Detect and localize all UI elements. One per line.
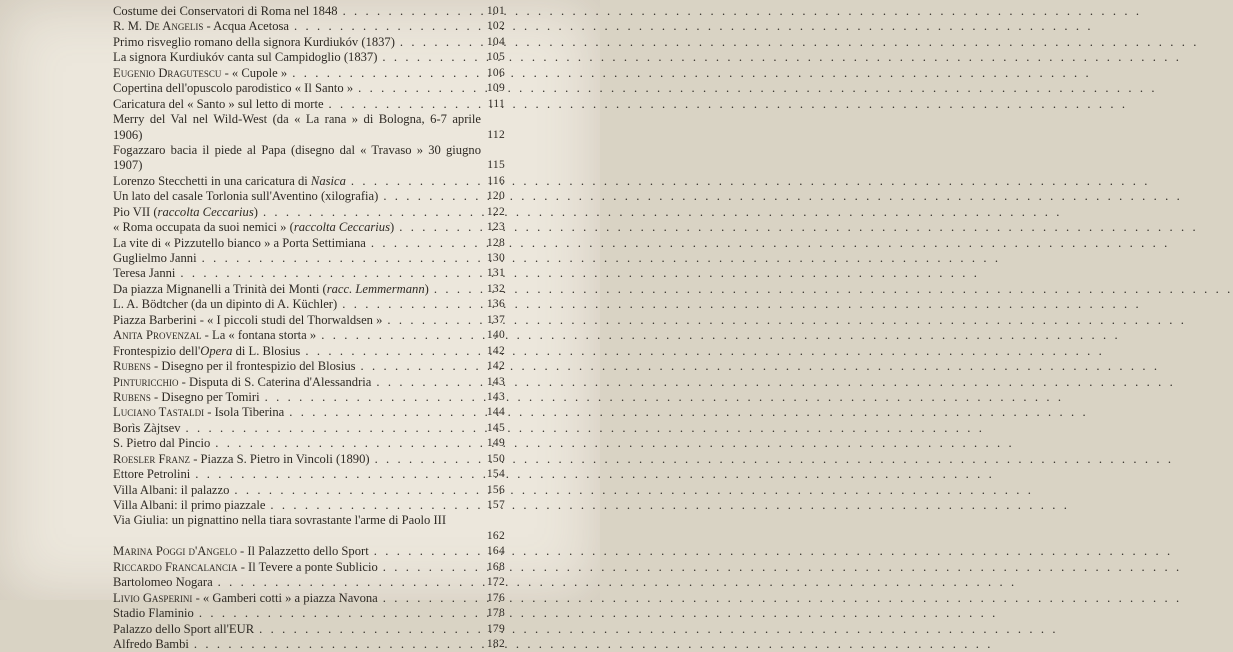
entry-caption <box>113 483 468 498</box>
index-entry <box>113 189 553 204</box>
caption-part: Un lato del casale Torlonia sull'Aventino (xilografia) <box>113 189 379 204</box>
caption-part: Marina Poggi d'Angelo <box>113 544 237 559</box>
caption-part: Villa Albani: il palazzo <box>113 482 230 497</box>
index-entry <box>113 313 553 328</box>
entry-caption <box>113 390 468 405</box>
caption-part: Nasica <box>310 173 346 188</box>
caption-part: Lorenzo Stecchetti in una caricatura di <box>113 173 311 188</box>
page-number: 144 <box>486 406 505 419</box>
entry-caption <box>113 498 468 513</box>
caption-part: Fogazzaro bacia il piede al Papa (disegno dal « Travaso » 30 giugno 1907) <box>113 142 481 173</box>
entry-caption <box>113 50 468 65</box>
page-number: 143 <box>486 390 505 403</box>
entry-caption <box>113 344 468 359</box>
entry-caption <box>113 622 468 637</box>
entry-caption <box>113 405 468 420</box>
page-number: 130 <box>486 252 505 265</box>
caption-part: Eugenio Dragutescu <box>113 65 222 80</box>
page-number: 154 <box>486 468 505 481</box>
page-number: 115 <box>487 159 505 172</box>
caption-part: Villa Albani: il primo piazzale <box>113 498 266 513</box>
caption-part: - Acqua Acetosa <box>203 19 290 34</box>
entry-caption <box>113 19 468 34</box>
index-entry <box>113 637 553 652</box>
caption-part: - La « fontana storta » <box>201 328 317 343</box>
caption-part: - « Cupole » <box>221 65 288 80</box>
page-number: 172 <box>486 576 505 589</box>
index-entry <box>113 251 553 266</box>
caption-part: Piazza Barberini - « I piccoli studi del Thorwaldsen » <box>113 312 383 327</box>
caption-part: Borìs Zàjtsev <box>113 420 181 435</box>
caption-part: - Il Tevere a ponte Sublicio <box>237 559 378 574</box>
caption-part: Alfredo Bambi <box>113 636 189 651</box>
entry-caption <box>113 189 468 204</box>
caption-part: Opera <box>200 343 233 358</box>
caption-part: ) <box>253 204 258 219</box>
index-entry <box>113 220 553 235</box>
entry-caption <box>113 637 468 652</box>
entry-caption <box>113 328 468 343</box>
page-number: 116 <box>487 174 505 187</box>
caption-part: La vite di « Pizzutello bianco » a Porta Settimiana <box>113 235 366 250</box>
entry-caption <box>113 4 468 19</box>
index-entry <box>113 174 553 189</box>
page-number: 150 <box>486 452 505 465</box>
caption-part: Via Giulia: un pignattino nella tiara sovrastante l'arme di Paolo III <box>113 513 447 528</box>
caption-part: Caricatura del « Santo » sul letto di morte <box>113 96 324 111</box>
page-number: 112 <box>487 128 505 141</box>
caption-part: - Disegno per il frontespizio del Blosius <box>150 359 356 374</box>
caption-part: Primo risveglio romano della signora Kurdiukóv (1837) <box>113 34 395 49</box>
entry-caption <box>113 436 468 451</box>
page-number: 102 <box>486 20 505 33</box>
page-number: 104 <box>486 35 505 48</box>
caption-part: Da piazza Mignanelli a Trinità dei Monti ( <box>113 281 327 296</box>
caption-part: Frontespizio dell' <box>113 343 201 358</box>
page-number: 106 <box>486 66 505 79</box>
page-number: 128 <box>486 236 505 249</box>
entry-caption <box>113 143 481 174</box>
entry-caption <box>113 205 468 220</box>
entry-caption <box>113 560 468 575</box>
page-number: 123 <box>486 221 505 234</box>
page-number: 178 <box>486 607 505 620</box>
page-number: 140 <box>486 329 505 342</box>
index-entry <box>113 282 553 297</box>
index-entry <box>113 205 553 220</box>
caption-part: Livio Gasperini <box>113 590 193 605</box>
entry-caption <box>113 544 468 559</box>
index-entry <box>113 421 553 436</box>
caption-part: ) <box>424 281 429 296</box>
index-entry <box>113 4 553 19</box>
page-number: 164 <box>486 545 505 558</box>
caption-part: La signora Kurdiukóv canta sul Campidoglio (1837) <box>113 50 378 65</box>
illustrations-index <box>113 4 553 652</box>
index-entry <box>113 344 553 359</box>
caption-part: Merry del Val nel Wild-West (da « La rana » di Bologna, 6-7 aprile 1906) <box>113 112 481 142</box>
caption-part: « Roma occupata da suoi nemici » ( <box>113 220 294 235</box>
page-number: 120 <box>486 190 505 203</box>
entry-caption <box>113 81 468 96</box>
page-number: 143 <box>486 375 505 388</box>
caption-part: di L. Blosius <box>232 343 301 358</box>
entry-caption <box>113 421 468 436</box>
index-entry <box>113 591 553 606</box>
entry-caption <box>113 35 468 50</box>
caption-part: Pinturicchio <box>113 374 179 389</box>
caption-part: R. M. De Angelis <box>113 19 204 34</box>
page-number: 111 <box>487 97 505 110</box>
index-entry <box>113 359 553 374</box>
index-entry <box>113 35 553 50</box>
page-number: 122 <box>486 205 505 218</box>
page-number: 168 <box>486 560 505 573</box>
caption-part: Guglielmo Janni <box>113 251 197 266</box>
caption-part: - « Gamberi cotti » a piazza Navona <box>192 590 378 605</box>
page-number: 179 <box>486 622 505 635</box>
page-number: 142 <box>486 344 505 357</box>
caption-part: Riccardo Francalancia <box>113 559 238 574</box>
entry-caption <box>113 97 468 112</box>
index-entry <box>113 19 553 34</box>
page-number: 156 <box>486 483 505 496</box>
caption-part: S. Pietro dal Pincio <box>113 436 211 451</box>
page-number: 131 <box>486 267 505 280</box>
index-entry <box>113 544 553 559</box>
entry-caption <box>113 606 468 621</box>
page-number: 157 <box>486 499 505 512</box>
page-number: 109 <box>486 82 505 95</box>
entry-caption <box>113 236 468 251</box>
caption-part: Rubens <box>113 389 151 404</box>
caption-part: Anita Provenzal <box>113 328 202 343</box>
caption-part: Ettore Petrolini <box>113 467 191 482</box>
index-entry <box>113 328 553 343</box>
caption-part: Teresa Janni <box>113 266 176 281</box>
index-entry <box>113 483 553 498</box>
index-entry <box>113 436 553 451</box>
caption-part: Copertina dell'opuscolo parodistico « Il Santo » <box>113 81 354 96</box>
caption-part: - Piazza S. Pietro in Vincoli (1890) <box>190 451 370 466</box>
caption-part: raccolta Ceccarius <box>293 220 390 235</box>
entry-caption <box>113 452 468 467</box>
entry-caption <box>113 174 468 189</box>
index-entry <box>113 452 553 467</box>
entry-caption <box>113 112 481 143</box>
caption-part: racc. Lemmermann <box>326 281 425 296</box>
page-number: 137 <box>486 313 505 326</box>
index-entry <box>113 50 553 65</box>
page-number: 145 <box>486 421 505 434</box>
index-entry <box>113 622 553 637</box>
page-number: 136 <box>486 298 505 311</box>
index-entry <box>113 606 553 621</box>
entry-caption <box>113 251 468 266</box>
caption-part: Luciano Tastaldi <box>113 405 205 420</box>
entry-caption <box>113 266 468 281</box>
index-entry <box>113 560 553 575</box>
caption-part: - Disputa di S. Caterina d'Alessandria <box>178 374 372 389</box>
caption-part: Rubens <box>113 359 151 374</box>
entry-caption <box>113 313 468 328</box>
caption-part: Roesler Franz <box>113 451 191 466</box>
entry-caption <box>113 513 481 528</box>
caption-part: Palazzo dello Sport all'EUR <box>113 621 255 636</box>
caption-part: Bartolomeo Nogara <box>113 575 213 590</box>
caption-part: Pio VII ( <box>113 204 158 219</box>
page-number: 176 <box>486 591 505 604</box>
index-entry <box>113 375 553 390</box>
index-entry <box>113 405 553 420</box>
index-entry <box>113 236 553 251</box>
index-entry <box>113 575 553 590</box>
page-number: 162 <box>486 529 505 542</box>
page-number: 149 <box>486 437 505 450</box>
index-entry <box>113 297 553 312</box>
page-number: 105 <box>486 51 505 64</box>
page-number: 182 <box>486 637 505 650</box>
page-number: 101 <box>486 5 505 17</box>
index-entry <box>113 112 553 143</box>
index-entry <box>113 498 553 513</box>
index-entry <box>113 467 553 482</box>
caption-part: L. A. Bödtcher (da un dipinto di A. Küchler) <box>113 297 338 312</box>
entry-caption <box>113 375 468 390</box>
caption-part: - Disegno per Tomiri <box>150 389 260 404</box>
index-entry <box>113 513 553 544</box>
page-number: 132 <box>486 282 505 295</box>
caption-part: Stadio Flaminio <box>113 606 194 621</box>
entry-caption <box>113 297 468 312</box>
caption-part: - Isola Tiberina <box>204 405 285 420</box>
index-entry <box>113 266 553 281</box>
index-entry <box>113 143 553 174</box>
entry-caption <box>113 282 468 297</box>
entry-caption <box>113 591 468 606</box>
entry-caption <box>113 575 468 590</box>
entry-caption <box>113 220 468 235</box>
caption-part: ) <box>390 220 395 235</box>
index-entry <box>113 390 553 405</box>
page-number: 142 <box>486 360 505 373</box>
entry-caption <box>113 467 468 482</box>
index-entry <box>113 66 553 81</box>
entry-caption <box>113 66 468 81</box>
caption-part: raccolta Ceccarius <box>157 204 254 219</box>
entry-caption <box>113 359 468 374</box>
caption-part: - Il Palazzetto dello Sport <box>236 544 369 559</box>
index-entry <box>113 81 553 96</box>
book-page <box>0 0 600 651</box>
index-entry <box>113 97 553 112</box>
caption-part: Costume dei Conservatori di Roma nel 1848 <box>113 4 338 18</box>
